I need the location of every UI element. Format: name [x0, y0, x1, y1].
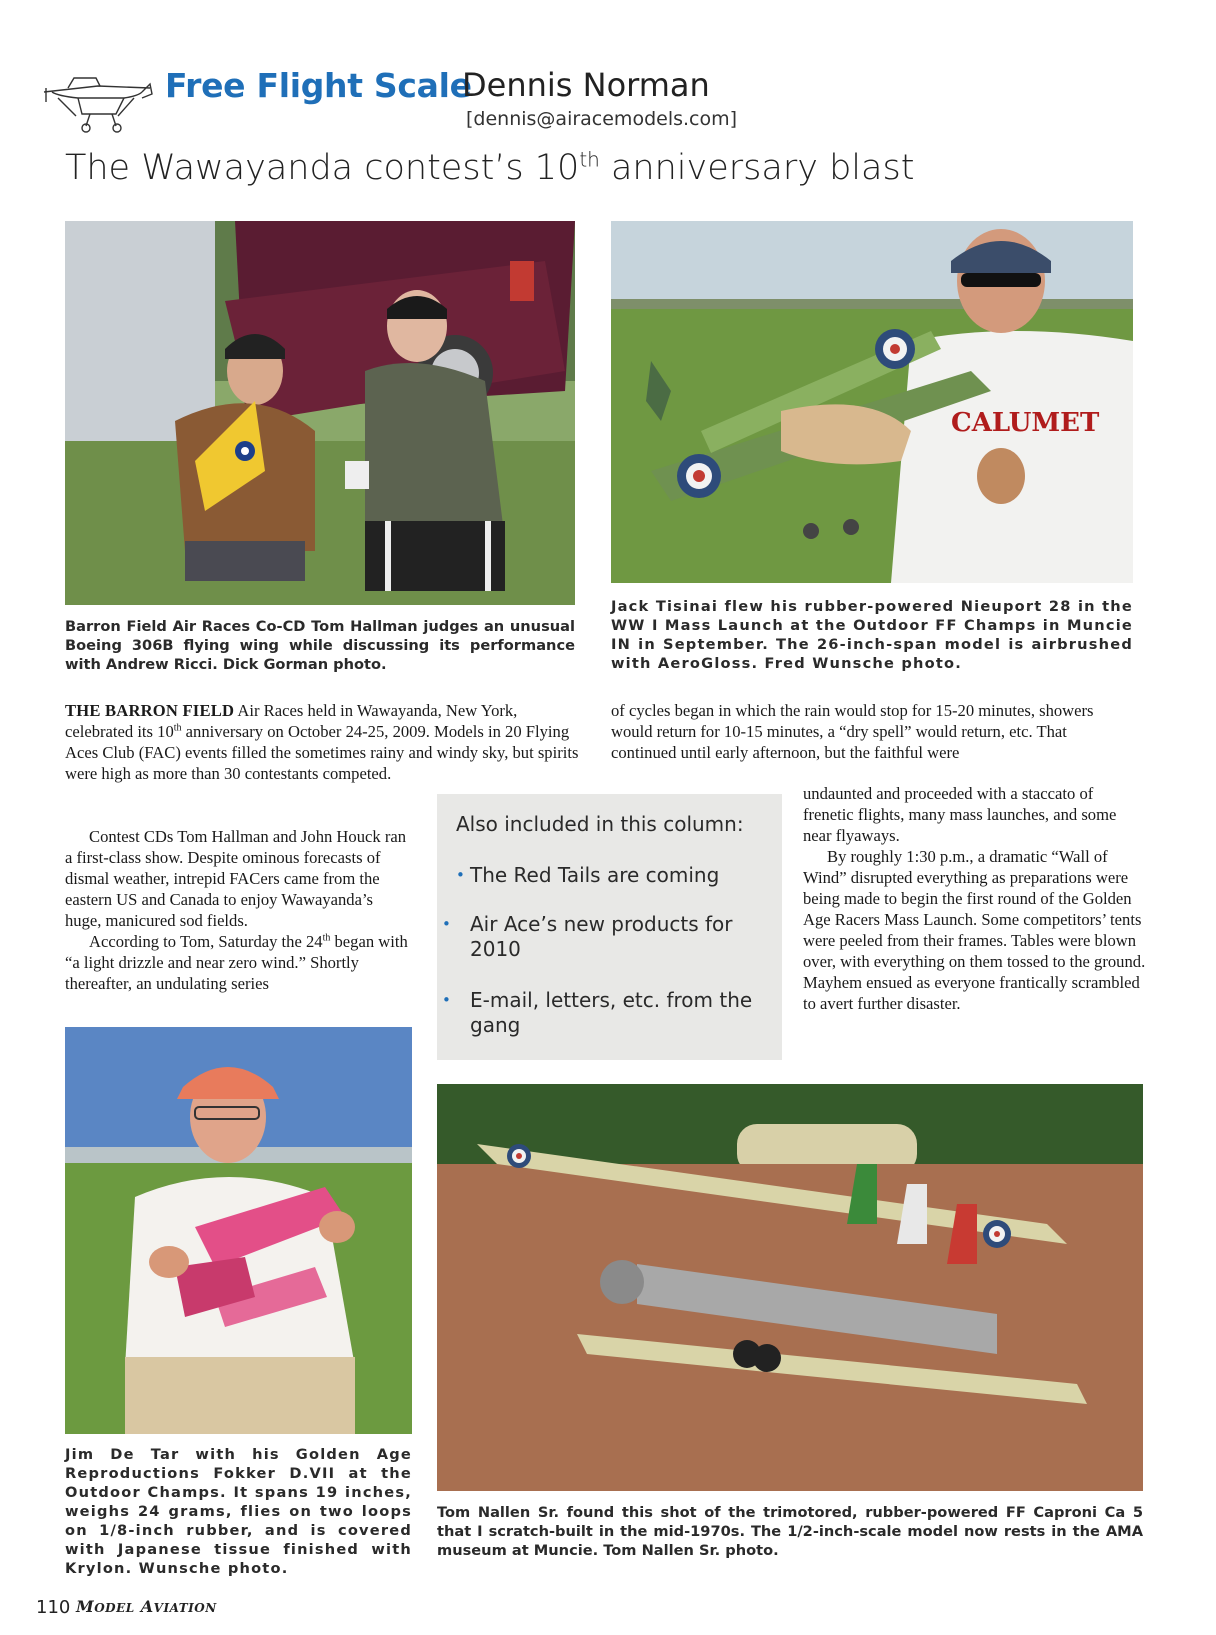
- article-headline: [65, 148, 914, 188]
- bullet-icon: •: [442, 991, 451, 1009]
- caproni-text-b: -inch-scale model now rests in the AMA museum at Muncie. Tom Nallen Sr. photo.: [437, 1523, 1143, 1559]
- article-col-1-narrow: [65, 826, 410, 994]
- article-col-2-wide: of cycles began in which the rain would stop for 15-20 minutes, showers would return for 10-15 minutes, a “dry spell” would return, etc. That continued until early afternoon, but the faithful were: [611, 701, 1094, 762]
- p1-text-b: anniversary on October 24-25, 2009. Models in 20 Flying Aces Club (FAC) events filled the sometimes rainy and windy sky, but spirits were high as more than 30 contestants competed.: [65, 722, 579, 783]
- sidebar-also-included: [437, 794, 782, 1060]
- caproni-fraction: 1/2: [787, 1523, 813, 1540]
- caption-de-tar: [65, 1445, 412, 1578]
- magazine-m: M: [76, 1597, 95, 1616]
- paragraph-contest-cds: Contest CDs Tom Hallman and John Houck ran a first-class show. Despite ominous forecasts of dismal weather, intrepid FACers came from the eastern US and Canada to enjoy Wawayanda’s huge, manicured sod fields.: [65, 827, 407, 930]
- page-number: 110: [36, 1597, 71, 1618]
- caption-tisinai: Jack Tisinai flew his rubber-powered Nieuport 28 in the WW I Mass Launch at the Outdoor FF Champs in Muncie IN in September. The 26-inch-span model is airbrushed with AeroGloss. Fred Wunsche photo.: [611, 598, 1133, 672]
- man-camo-biplane-photo: [611, 221, 1133, 583]
- de-tar-text-a: Jim De Tar with his Golden Age Reproductions Fokker D.VII at the Outdoor Champs. It spans 19 inches, weighs 24 grams, flies on two loops on: [65, 1446, 412, 1539]
- p3-text-b: began with “a light drizzle and near zero wind.” Shortly thereafter, an undulating series: [65, 932, 408, 993]
- paragraph-saturday: [65, 931, 410, 994]
- column-name: Free Flight Scale: [165, 66, 472, 105]
- sidebar-item-label: Air Ace’s new products for 2010: [470, 912, 733, 961]
- author-name: Dennis Norman: [462, 66, 710, 104]
- article-col-2-narrow: [803, 783, 1148, 1014]
- sidebar-item-email: [442, 988, 770, 1038]
- p3-superscript: th: [322, 932, 331, 944]
- article-col-1-wide: [65, 700, 580, 784]
- sidebar-item-label: The Red Tails are coming: [470, 863, 720, 887]
- caption-hallman: Barron Field Air Races Co-CD Tom Hallman judges an unusual Boeing 306B flying wing while discussing its performance with Andrew Ricci. Dick Gorman photo.: [65, 618, 575, 673]
- magazine-name: [76, 1597, 217, 1616]
- caption-caproni: [437, 1503, 1143, 1560]
- de-tar-fraction: 1/8: [99, 1522, 129, 1539]
- p1-text-a: Air Races held in Wawayanda, New York, celebrated its 10: [65, 701, 518, 741]
- caproni-text-a: Tom Nallen Sr. found this shot of the trimotored, rubber-powered FF Caproni Ca 5 that I scratch-built in the mid-1970s. The: [437, 1504, 1143, 1540]
- sidebar-item-label: E-mail, letters, etc. from the gang: [470, 988, 753, 1037]
- bullet-icon: •: [456, 866, 465, 884]
- paragraph-wall-of-wind: By roughly 1:30 p.m., a dramatic “Wall of Wind” disrupted everything as preparations were being made to begin the first round of the Golden Age Racers Mass Launch. Some competitors’ tents were peeled from their frames. Tables were blown over, with everything on them tossed to the ground. Mayhem ensued as everyone frantically scrambled to avert further disaster.: [803, 847, 1146, 1013]
- headline-text-start: The Wawayanda contest’s 10: [65, 148, 580, 188]
- sidebar-item-red-tails: [456, 863, 776, 888]
- lead-in: THE BARRON FIELD: [65, 701, 235, 720]
- magazine-viation: VIATION: [153, 1601, 217, 1615]
- p3-text-a: According to Tom, Saturday the 24: [89, 932, 323, 951]
- bullet-icon: •: [442, 915, 451, 933]
- sidebar-title: Also included in this column:: [456, 812, 744, 836]
- author-email: [dennis@airacemodels.com]: [466, 108, 738, 130]
- p1-superscript: th: [173, 722, 182, 734]
- svg-text:CALUMET: CALUMET: [951, 408, 1100, 438]
- paragraph-undaunted: undaunted and proceeded with a staccato of frenetic flights, many mass launches, and some near flyaways.: [803, 784, 1117, 845]
- magazine-a: A: [140, 1597, 154, 1616]
- sidebar-item-air-ace: [442, 912, 770, 962]
- headline-text-end: anniversary blast: [599, 148, 915, 188]
- headline-superscript: th: [579, 147, 600, 172]
- man-pink-biplane-photo: [65, 1027, 412, 1434]
- logo-plane-icon: [38, 58, 156, 136]
- two-men-flying-wing-photo: [65, 221, 575, 605]
- camo-trimotor-model-photo: [437, 1084, 1143, 1491]
- de-tar-text-b: -inch rubber, and is covered with Japanese tissue finished with Krylon. Wunsche photo.: [65, 1522, 412, 1577]
- magazine-odel: ODEL: [94, 1601, 135, 1615]
